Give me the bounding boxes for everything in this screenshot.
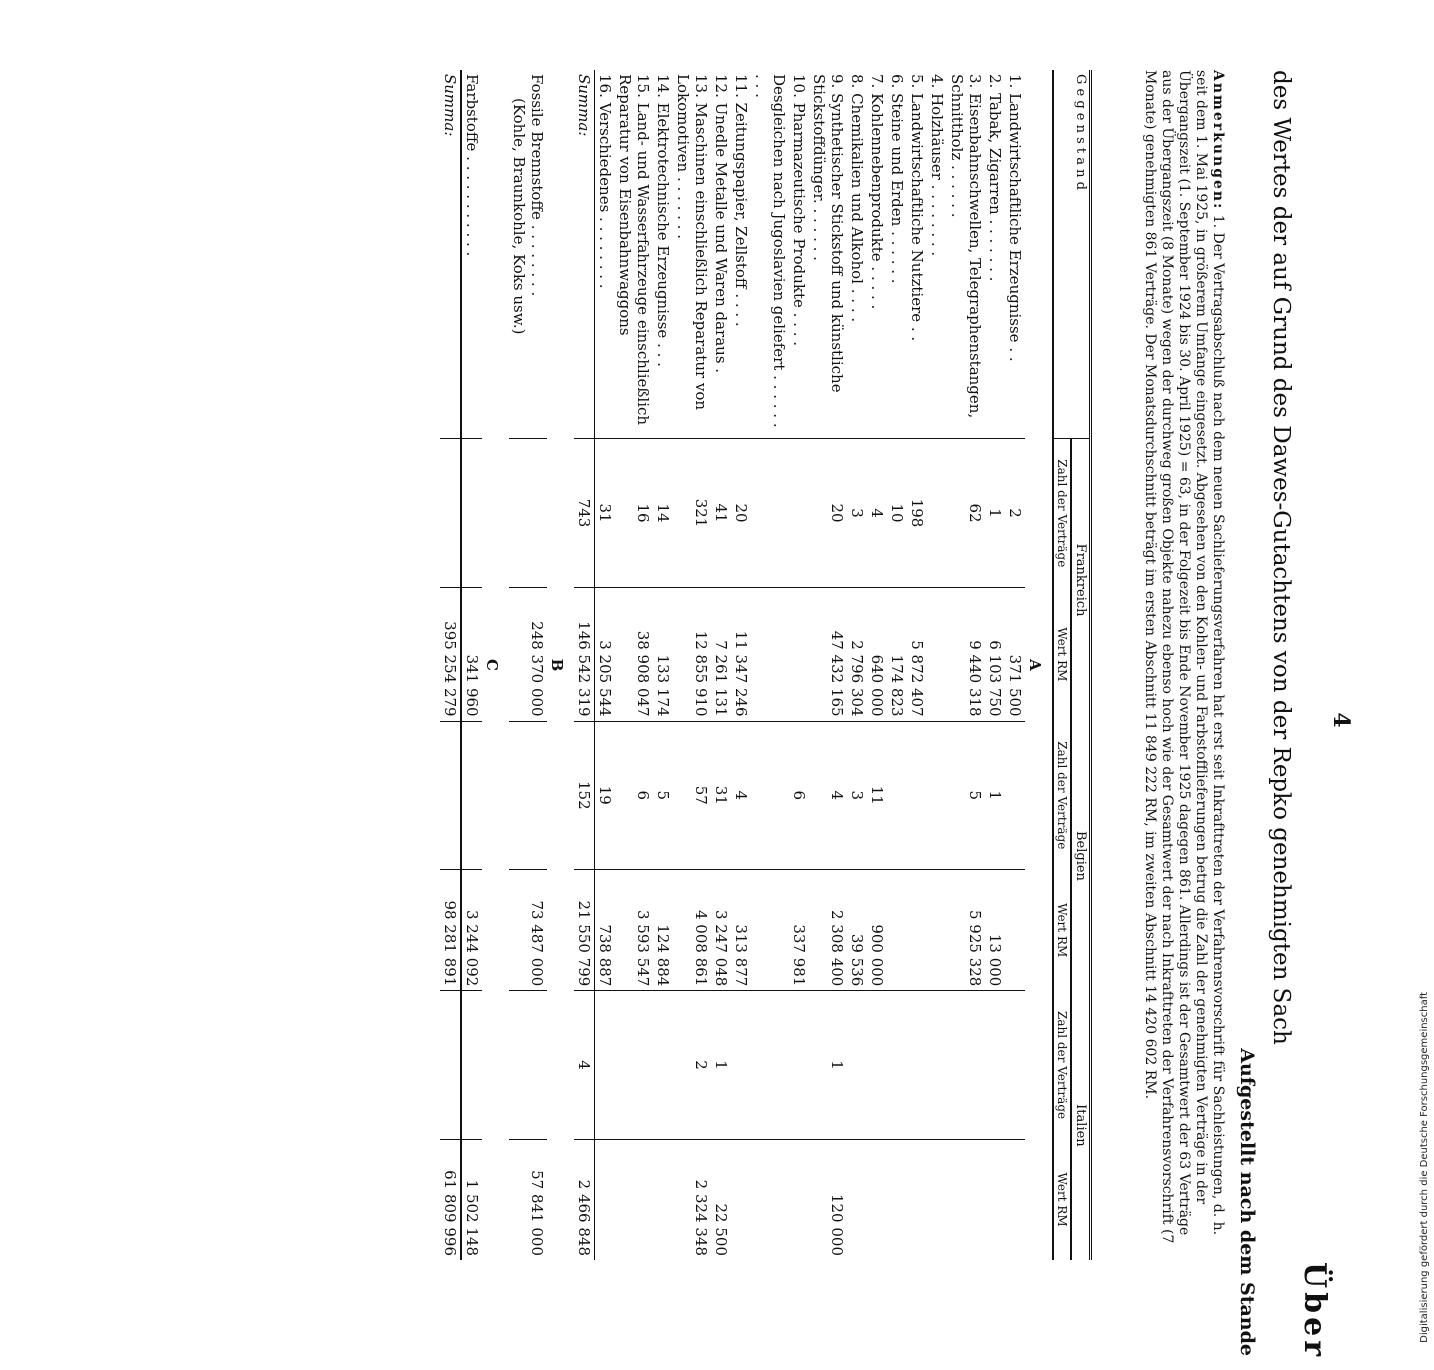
cell-label: 9. Synthetischer Stickstoff und künstliche Stickstoffdünger. . . . . . . <box>809 70 847 439</box>
cell-label: 4. Holzhäuser . . . . . . . . <box>927 70 947 439</box>
table-row <box>947 70 985 1260</box>
cell-be-w: 5 925 328 <box>947 870 985 991</box>
cell-fr-n: 198 <box>907 439 927 588</box>
section-a-sum <box>574 70 595 1260</box>
cell-be-w: 124 884 <box>653 870 673 991</box>
total-fr-count <box>440 439 461 588</box>
cell-it-n <box>907 991 927 1139</box>
row-b-label <box>509 70 547 439</box>
cell-be-n: 19 <box>595 721 616 869</box>
cell-it-n <box>985 991 1005 1139</box>
notes-text: 1. Der Vertragsabschluß nach dem neuen Sachlieferungsverfahren hat erst seit Inkrafttreten der Verfahrensvorschrift für Sachleistungen, d. h. seit dem 1. Mai 1925, in größerem Umfange eingesetzt. Abgesehen von den Kohlen- und Farbstofflieferungen betrug die Zahl der genehmigten Verträge in der Übergangszeit (1. September 1924 bis 30. April 1925) = 63, in der Folgezeit bis Ende November 1925 dagegen 861. Allerdings ist der Gesamtwert der 63 Verträge aus der Übergangszeit (8 Monate) wegen der durchweg großen Objekte nahezu ebenso hoch wie der Gesamtwert der nach Inkrafttreten der Verfahrensvorschrift (7 Monate) genehmigten 861 Verträge. Der Monatsdurchschnitt beträgt im ersten Abschnitt 11 849 222 RM, im zweiten Abschnitt 14 420 602 RM. <box>1142 70 1226 1244</box>
cell-fr-w: 6 103 750 <box>985 588 1005 722</box>
sum-it-count: 4 <box>574 991 595 1139</box>
section-c <box>440 70 509 1260</box>
cell-fr-n <box>751 439 789 588</box>
table-row <box>847 70 867 1260</box>
cell-it-n: 1 <box>711 991 731 1139</box>
cell-be-n <box>907 721 927 869</box>
cell-it-w <box>1005 1139 1025 1260</box>
table-row <box>867 70 887 1260</box>
section-b-letter: B <box>548 658 566 672</box>
cell-it-n <box>615 991 653 1139</box>
cell-it-n <box>751 991 789 1139</box>
section-c-letter: C <box>483 659 501 671</box>
total-be-value: 98 281 891 <box>440 870 461 991</box>
cell-it-n <box>653 991 673 1139</box>
section-a-letter: A <box>1026 659 1044 671</box>
cell-fr-w: 47 432 165 <box>809 588 847 722</box>
cell-it-w <box>887 1139 907 1260</box>
cell-fr-w: 640 000 <box>867 588 887 722</box>
cell-fr-n: 3 <box>847 439 867 588</box>
cell-it-w <box>947 1139 985 1260</box>
table-row <box>653 70 673 1260</box>
total-it-count <box>440 991 461 1139</box>
cell-it-n: 1 <box>809 991 847 1139</box>
cell-it-w <box>653 1139 673 1260</box>
cell-label: 12. Unedle Metalle und Waren daraus . <box>711 70 731 439</box>
cell-fr-w: 12 855 910 <box>673 588 711 722</box>
cell-be-w <box>1005 870 1025 991</box>
cell-label: 10. Pharmazeutische Produkte . . . . <box>789 70 809 439</box>
row-b-it-count <box>509 991 547 1139</box>
unit-label: RM <box>1055 660 1069 682</box>
cell-fr-n: 1 <box>985 439 1005 588</box>
row-b <box>509 70 547 1260</box>
cell-it-n <box>595 991 616 1139</box>
cell-be-n: 6 <box>789 721 809 869</box>
cell-be-w: 39 536 <box>847 870 867 991</box>
table-row <box>887 70 907 1260</box>
cell-be-n <box>927 721 947 869</box>
cell-it-w <box>595 1139 616 1260</box>
cell-it-n <box>731 991 751 1139</box>
cell-be-w: 13 000 <box>985 870 1005 991</box>
table-row <box>673 70 711 1260</box>
table-row <box>927 70 947 1260</box>
row-c-be-count <box>461 721 482 869</box>
cell-be-n: 3 <box>847 721 867 869</box>
sum-be-value: 21 550 799 <box>574 870 595 991</box>
cell-be-n: 1 <box>985 721 1005 869</box>
cell-label: 16. Verschiedenes . . . . . . . . <box>595 70 616 439</box>
total-fr-value: 395 254 279 <box>440 588 461 722</box>
row-c-be-value: 3 244 092 <box>461 870 482 991</box>
cell-fr-w: 2 796 304 <box>847 588 867 722</box>
cell-fr-n: 321 <box>673 439 711 588</box>
cell-fr-n <box>927 439 947 588</box>
cell-fr-w <box>751 588 789 722</box>
cell-it-n <box>927 991 947 1139</box>
table-row <box>751 70 789 1260</box>
cell-fr-w <box>789 588 809 722</box>
cell-be-n: 31 <box>711 721 731 869</box>
row-b-be-value: 73 487 000 <box>509 870 547 991</box>
unit-label: RM <box>1055 1205 1069 1227</box>
col-fr-wert <box>1053 588 1071 722</box>
sum-fr-value: 146 542 319 <box>574 588 595 722</box>
cell-fr-w: 7 261 131 <box>711 588 731 722</box>
cell-label: Desgleichen nach Jugoslavien geliefert . . . . . . . . . <box>751 70 789 439</box>
notes-block <box>1141 70 1226 1260</box>
cell-label: 6. Steine und Erden . . . . . . <box>887 70 907 439</box>
cell-fr-w: 9 440 318 <box>947 588 985 722</box>
section-b <box>509 70 574 1260</box>
cell-fr-n: 41 <box>711 439 731 588</box>
page-number: 4 <box>1328 712 1354 728</box>
row-c <box>461 70 482 1260</box>
cell-fr-n <box>789 439 809 588</box>
table-row <box>711 70 731 1260</box>
table-row <box>731 70 751 1260</box>
statistics-table <box>440 70 1092 1260</box>
cell-fr-n: 10 <box>887 439 907 588</box>
cell-fr-w: 5 872 407 <box>907 588 927 722</box>
cell-fr-n: 2 <box>1005 439 1025 588</box>
cell-fr-w: 3 205 544 <box>595 588 616 722</box>
cell-label: 3. Eisenbahnschwellen, Telegraphenstangen, Schnittholz . . . . . . <box>947 70 985 439</box>
cell-it-n <box>789 991 809 1139</box>
notes-title: Anmerkungen: <box>1210 70 1226 211</box>
cell-be-n: 5 <box>947 721 985 869</box>
cell-be-w <box>927 870 947 991</box>
cell-be-w: 738 887 <box>595 870 616 991</box>
funding-note: Digitalisierung gefördert durch die Deutsche Forschungsgemeinschaft <box>1419 992 1430 1343</box>
total-be-count <box>440 721 461 869</box>
cell-fr-w: 174 823 <box>887 588 907 722</box>
heading-status: Aufgestellt nach dem Stande <box>1236 1048 1258 1356</box>
sum-label: Summa: <box>574 70 595 439</box>
cell-label: 14. Elektrotechnische Erzeugnisse . . . <box>653 70 673 439</box>
cell-fr-n: 16 <box>615 439 653 588</box>
cell-be-n: 4 <box>731 721 751 869</box>
table-row <box>809 70 847 1260</box>
cell-label: 7. Kohlennebenprodukte . . . . . <box>867 70 887 439</box>
sum-be-count: 152 <box>574 721 595 869</box>
section-a <box>595 70 1054 1260</box>
cell-it-w <box>789 1139 809 1260</box>
cell-label: 2. Tabak, Zigarren . . . . . . . <box>985 70 1005 439</box>
wert-label: Wert <box>1055 903 1069 933</box>
cell-be-n <box>751 721 789 869</box>
cell-it-w: 22 500 <box>712 1203 730 1256</box>
cell-it-w <box>927 1139 947 1260</box>
cell-label: 11. Zeitungspapier, Zellstoff . . . . <box>731 70 751 439</box>
sum-fr-count: 743 <box>574 439 595 588</box>
cell-it-n <box>947 991 985 1139</box>
table-row <box>907 70 927 1260</box>
cell-fr-w: 38 908 047 <box>615 588 653 722</box>
cell-it-w <box>751 1139 789 1260</box>
cell-it-n <box>887 991 907 1139</box>
cell-label: 15. Land- und Wasserfahrzeuge einschließlich Reparatur von Eisenbahnwaggons <box>615 70 653 439</box>
cell-be-w <box>887 870 907 991</box>
cell-it-n <box>847 991 867 1139</box>
cell-be-w: 3 247 048 <box>711 870 731 991</box>
cell-be-n <box>1005 721 1025 869</box>
cell-be-n <box>887 721 907 869</box>
row-c-fr-value: 341 960 <box>461 588 482 722</box>
cell-it-n <box>867 991 887 1139</box>
cell-fr-n: 14 <box>653 439 673 588</box>
row-c-it-count <box>461 991 482 1139</box>
cell-be-n: 5 <box>653 721 673 869</box>
heading-title: Über <box>1297 1261 1332 1360</box>
wert-label: Wert <box>1055 627 1069 657</box>
cell-fr-w <box>927 588 947 722</box>
row-b-it-value: 57 841 000 <box>528 1170 546 1256</box>
total-label: Summa: <box>440 70 461 439</box>
row-b-fr-value: 248 370 000 <box>509 588 547 722</box>
cell-fr-n: 62 <box>947 439 985 588</box>
sum-it-value: 2 466 848 <box>574 1139 595 1260</box>
cell-be-n: 4 <box>809 721 847 869</box>
col-fr-zahl: Zahl der Verträge <box>1053 439 1071 588</box>
cell-be-w: 3 593 547 <box>615 870 653 991</box>
cell-be-w <box>907 870 927 991</box>
table-row <box>615 70 653 1260</box>
cell-label: 5. Landwirtschaftliche Nutztiere . . <box>907 70 927 439</box>
col-italien: Italien <box>1071 991 1091 1260</box>
total-row <box>440 70 461 1260</box>
table-row <box>789 70 809 1260</box>
cell-it-w: 120 000 <box>828 1193 846 1256</box>
col-frankreich: Frankreich <box>1071 439 1091 722</box>
cell-be-w <box>751 870 789 991</box>
cell-fr-w: 11 347 246 <box>731 588 751 722</box>
cell-be-n: 57 <box>673 721 711 869</box>
table-row <box>985 70 1005 1260</box>
cell-fr-w: 133 174 <box>653 588 673 722</box>
cell-it-n <box>1005 991 1025 1139</box>
col-it-wert <box>1053 1139 1071 1260</box>
cell-fr-n: 4 <box>867 439 887 588</box>
cell-it-w <box>731 1139 751 1260</box>
cell-be-w: 2 308 400 <box>809 870 847 991</box>
row-c-it-value: 1 502 148 <box>463 1179 481 1256</box>
wert-label: Wert <box>1055 1172 1069 1202</box>
cell-be-w: 4 008 861 <box>673 870 711 991</box>
cell-fr-n: 20 <box>809 439 847 588</box>
cell-it-w <box>867 1139 887 1260</box>
table-row <box>1005 70 1025 1260</box>
col-belgien: Belgien <box>1071 721 1091 991</box>
row-b-subtitle: (Kohle, Braunkohle, Koks usw.) <box>510 98 528 335</box>
cell-it-w: 2 324 348 <box>692 1179 710 1256</box>
cell-it-n: 2 <box>673 991 711 1139</box>
col-it-zahl: Zahl der Verträge <box>1053 991 1071 1139</box>
cell-label: 1. Landwirtschaftliche Erzeugnisse . . <box>1005 70 1025 439</box>
cell-fr-n: 31 <box>595 439 616 588</box>
row-b-fr-count <box>509 439 547 588</box>
heading-subtitle: des Wertes der auf Grund des Dawes-Gutachtens von der Repko genehmigten Sach <box>1268 70 1294 1045</box>
total-it-value: 61 809 996 <box>440 1139 461 1260</box>
sum-row-a <box>574 70 595 1260</box>
cell-label: 8. Chemikalien und Alkohol . . . . <box>847 70 867 439</box>
table-row <box>595 70 616 1260</box>
cell-be-w: 337 981 <box>789 870 809 991</box>
col-be-wert <box>1053 870 1071 991</box>
col-gegenstand: G e g e n s t a n d <box>1053 70 1091 439</box>
row-c-label: Farbstoffe . . . . . . . . . . . <box>461 70 482 439</box>
cell-it-w <box>985 1139 1005 1260</box>
cell-label: 13. Maschinen einschließlich Reparatur von Lokomotiven . . . . . . . <box>673 70 711 439</box>
cell-be-n: 6 <box>615 721 653 869</box>
row-b-be-count <box>509 721 547 869</box>
cell-fr-n: 20 <box>731 439 751 588</box>
col-be-zahl: Zahl der Verträge <box>1053 721 1071 869</box>
cell-fr-w: 371 500 <box>1005 588 1025 722</box>
cell-it-w <box>615 1139 653 1260</box>
document-sheet <box>104 70 1354 1370</box>
unit-label: RM <box>1055 935 1069 958</box>
row-b-title: Fossile Brennstoffe . . . . . . . . <box>528 74 546 297</box>
cell-be-n: 11 <box>867 721 887 869</box>
cell-be-w: 900 000 <box>867 870 887 991</box>
cell-it-w <box>907 1139 927 1260</box>
cell-be-w: 313 877 <box>731 870 751 991</box>
row-c-fr-count <box>461 439 482 588</box>
cell-it-w <box>847 1139 867 1260</box>
